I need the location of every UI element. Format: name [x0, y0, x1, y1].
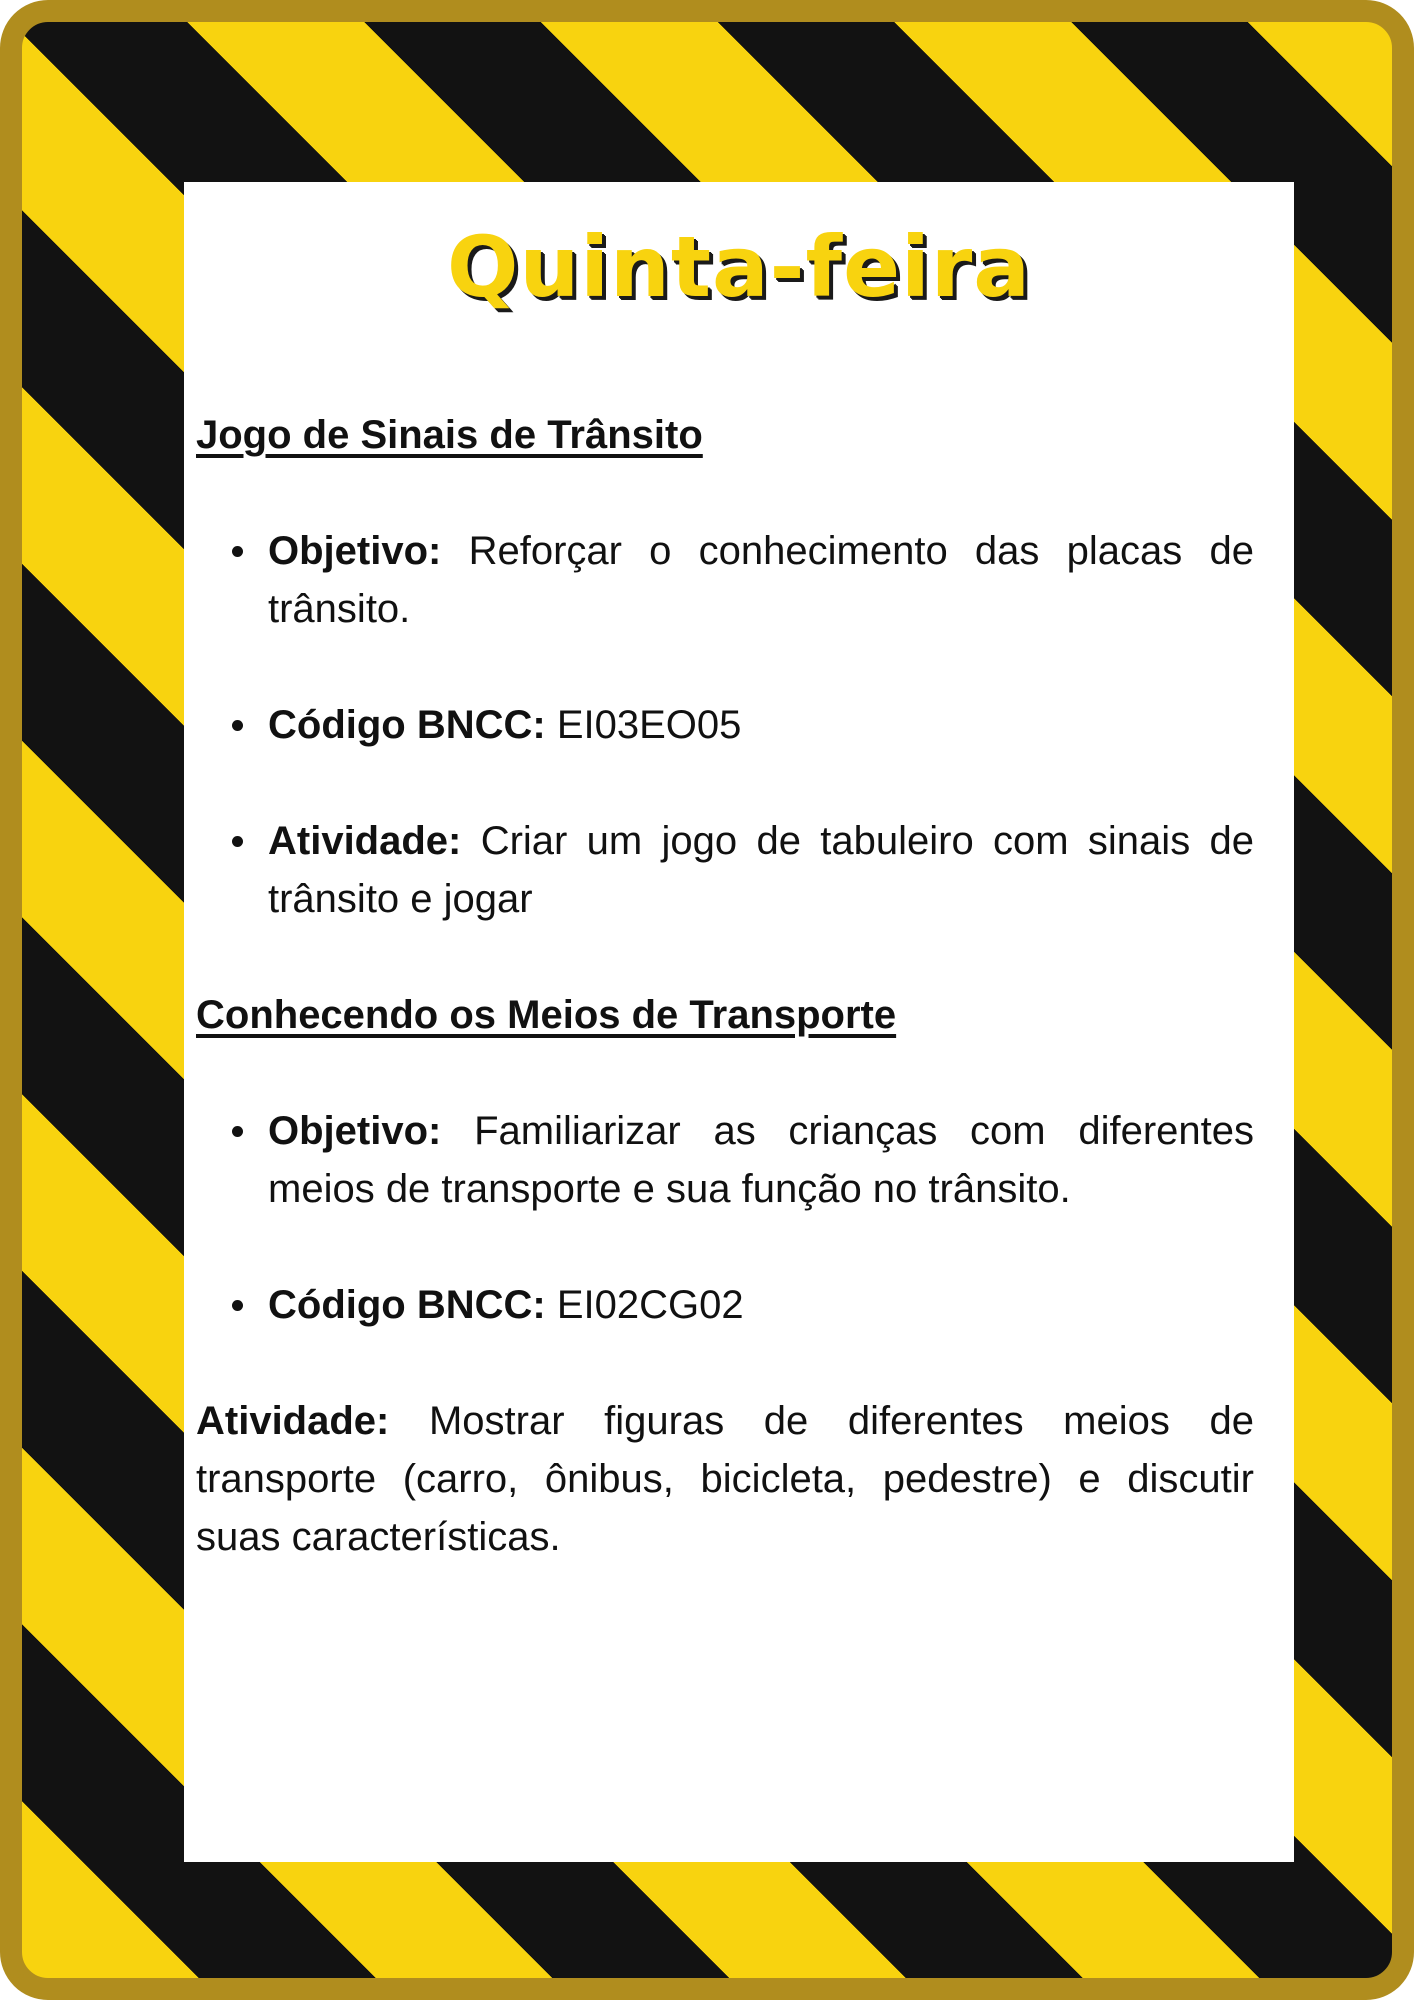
content-card [184, 182, 1294, 1862]
list-item-objetivo [196, 1102, 1254, 1218]
item-text: Criar um jogo de tabuleiro com sinais de trânsito e jogar [268, 819, 1254, 921]
list-item-codigo [196, 1276, 1254, 1334]
item-text: EI03EO05 [556, 703, 742, 747]
section-heading-sinais: Jogo de Sinais de Trânsito [196, 413, 703, 457]
item-label: Código BNCC: [268, 703, 546, 747]
section-list-transporte [196, 1102, 1254, 1334]
page-title: Quinta-feira [447, 218, 1031, 316]
section-list-sinais [196, 522, 1254, 928]
item-text: Reforçar o conhecimento das placas de trânsito. [268, 529, 1254, 631]
item-text: EI02CG02 [556, 1283, 744, 1327]
item-label: Objetivo: [268, 1109, 442, 1153]
activity-text: Mostrar figuras de diferentes meios de transporte (carro, ônibus, bicicleta, pedestre) e discutir suas características. [196, 1399, 1254, 1559]
item-label: Código BNCC: [268, 1283, 546, 1327]
list-item-codigo [196, 696, 1254, 754]
item-label: Atividade: [268, 819, 462, 863]
activity-paragraph [196, 1392, 1254, 1566]
item-text: Familiarizar as crianças com diferentes meios de transporte e sua função no trânsito. [268, 1109, 1254, 1211]
section-heading-transporte: Conhecendo os Meios de Transporte [196, 993, 897, 1037]
activity-label: Atividade: [196, 1399, 390, 1443]
list-item-atividade [196, 812, 1254, 928]
item-label: Objetivo: [268, 529, 442, 573]
list-item-objetivo [196, 522, 1254, 638]
content-body [196, 406, 1254, 1566]
